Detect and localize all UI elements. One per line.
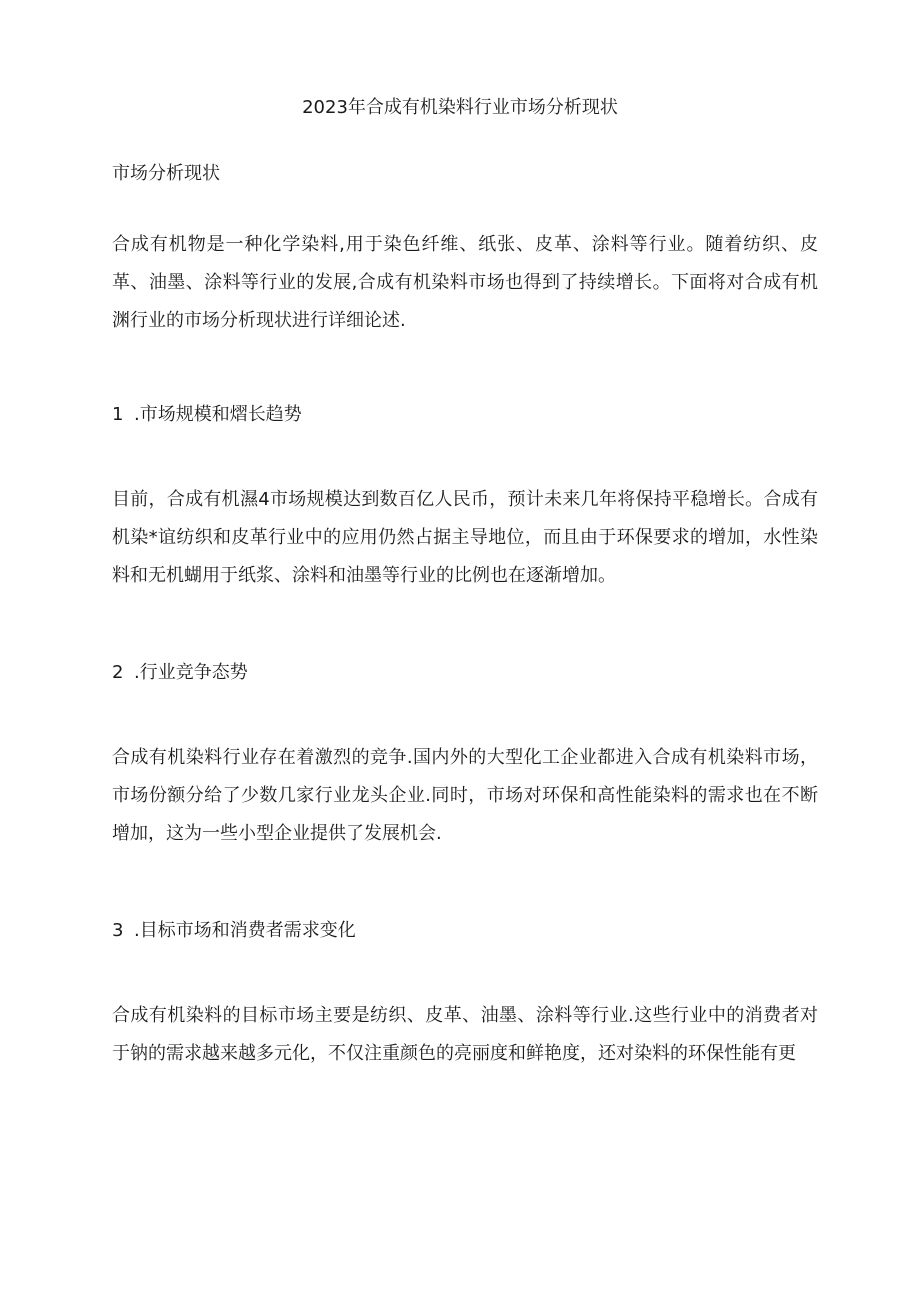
section-heading-text: .行业竞争态势 <box>134 662 248 683</box>
section-body-3: 合成有机染料的目标市场主要是纺织、皮革、油墨、涂料等行业.这些行业中的消费者对于钠的需求越来越多元化，不仅注重颜色的亮丽度和鲜艳度，还对染料的环保性能有更 <box>112 1005 818 1064</box>
document-title: 2023年合成有机染料行业市场分析现状 <box>302 97 618 118</box>
section-heading-2 <box>112 659 248 687</box>
section-number: 1 <box>112 404 124 425</box>
section-heading-text: .目标市场和消费者需求变化 <box>134 920 356 941</box>
section-heading-text: .市场规模和熠长趋势 <box>134 404 302 425</box>
section-subtitle: 市场分析现状 <box>112 163 220 184</box>
section-number: 3 <box>112 920 124 941</box>
section-body-1: 目前，合成有机濕4市场规模达到数百亿人民币，预计未来几年将保持平稳增长。合成有机染*谊纺织和皮革行业中的应用仍然占据主导地位，而且由于环保要求的增加，水性染料和无机蝴用于纸浆、涂料和油墨等行业的比例也在逐渐增加。 <box>112 489 818 586</box>
section-body-2: 合成有机染料行业存在着激烈的竞争.国内外的大型化工企业都进入合成有机染料市场，市场份额分给了少数几家行业龙头企业.同时，市场对环保和高性能染料的需求也在不断增加，这为一些小型企业提供了发展机会. <box>112 747 818 844</box>
section-heading-3 <box>112 917 356 945</box>
section-number: 2 <box>112 662 124 683</box>
intro-paragraph: 合成有机物是一种化学染料,用于染色纤维、纸张、皮革、涂料等行业。随着纺织、皮革、油墨、涂料等行业的发展,合成有机染料市场也得到了持续增长。下面将对合成有机渊行业的市场分析现状进行详细论述. <box>112 234 818 331</box>
section-heading-1 <box>112 401 302 429</box>
